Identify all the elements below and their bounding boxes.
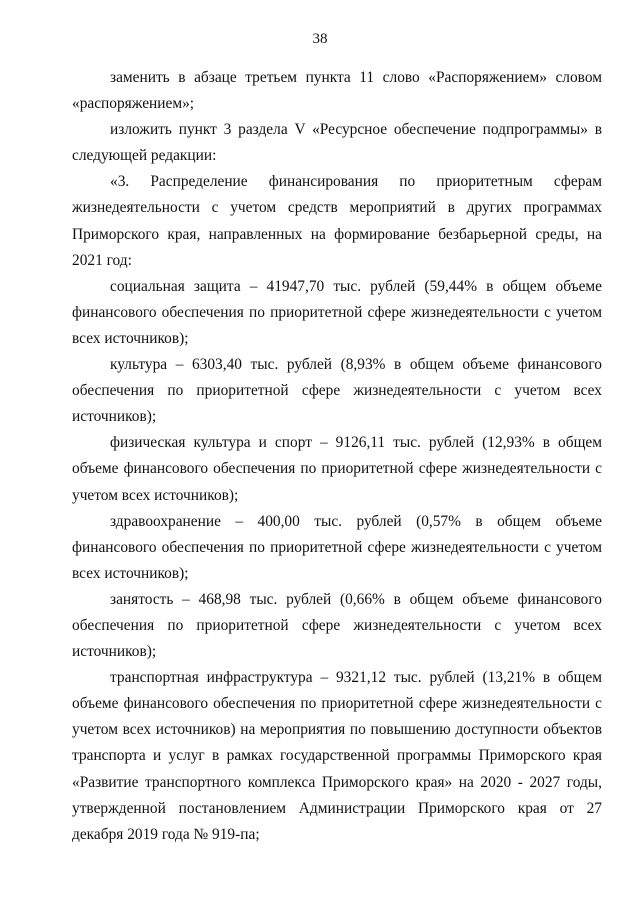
page-number: 38 (312, 31, 328, 47)
paragraph-culture: культура – 6303,40 тыс. рублей (8,93% в общем объеме финансового обеспечения по приоритетной сфере жизнедеятельности с учетом всех источников); (72, 356, 602, 426)
paragraph-employment: занятость – 468,98 тыс. рублей (0,66% в общем объеме финансового обеспечения по приоритетной сфере жизнедеятельности с учетом всех источников); (72, 590, 602, 661)
paragraph-healthcare: здравоохранение – 400,00 тыс. рублей (0,57% в общем объеме финансового обеспечения по приоритетной сфере жизнедеятельности с учетом всех источников); (72, 512, 602, 582)
paragraph-distribution-intro: «3. Распределение финансирования по приоритетным сферам жизнедеятельности с учетом средств мероприятий в других программах Приморского края, направленных на формирование безбарьерной среды, на 2021 год: (72, 173, 602, 269)
paragraph-replace-word: заменить в абзаце третьем пункта 11 слово «Распоряжением» словом «распоряжением»; (72, 69, 602, 113)
paragraph-restate-item: изложить пункт 3 раздела V «Ресурсное обеспечение подпрограммы» в следующей редакции: (72, 121, 602, 165)
paragraph-transport-infrastructure: транспортная инфраструктура – 9321,12 тыс. рублей (13,21% в общем объеме финансового обеспечения по приоритетной сфере жизнедеятельности с учетом всех источников) на мероприятия по повышению доступности объектов транспорта и услуг в рамках государственной программы Приморского края «Развитие транспортного комплекса Приморского края» на 2020 - 2027 годы, утвержденной постановлением Администрации Приморского края от 27 декабря 2019 года № 919-па; (72, 669, 602, 843)
paragraph-social-protection: социальная защита – 41947,70 тыс. рублей (59,44% в общем объеме финансового обеспечения по приоритетной сфере жизнедеятельности с учетом всех источников); (72, 277, 602, 347)
document-body (72, 65, 602, 848)
paragraph-physical-culture-sport: физическая культура и спорт – 9126,11 тыс. рублей (12,93% в общем объеме финансового обеспечения по приоритетной сфере жизнедеятельности с учетом всех источников); (72, 434, 602, 504)
